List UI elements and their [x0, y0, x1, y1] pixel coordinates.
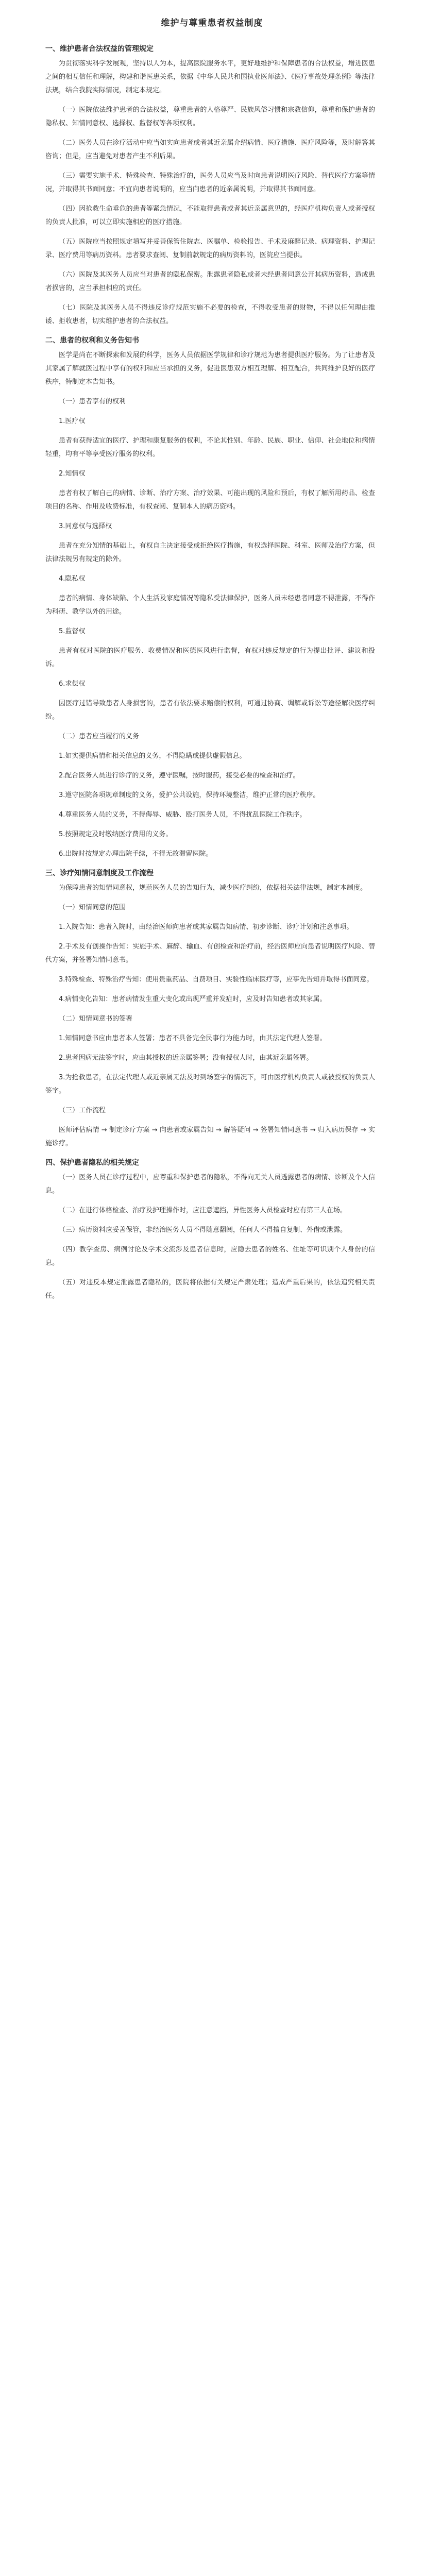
section-paragraph: （一）医务人员在诊疗过程中，应尊重和保护患者的隐私，不得向无关人员透露患者的病情、诊断及个人信息。: [45, 1174, 375, 1195]
section-item: 2.手术及有创操作告知：实施手术、麻醉、输血、有创检查和治疗前，经治医师应向患者说明医疗风险、替代方案，并签署知情同意书。: [45, 943, 375, 964]
section-paragraph: （二）医务人员在诊疗活动中应当如实向患者或者其近亲属介绍病情、医疗措施、医疗风险等，及时解答其咨询；但是，应当避免对患者产生不利后果。: [45, 139, 375, 160]
section-paragraph: 为贯彻落实科学发展观，坚持以人为本，提高医院服务水平，更好地维护和保障患者的合法权益，增进医患之间的相互信任和理解，构建和谐医患关系，依据《中华人民共和国执业医师法》、《医疗事故处理条例》等法律法规，结合我院实际情况，制定本规定。: [45, 60, 375, 94]
section-paragraph: （三）病历资料应妥善保管，非经治医务人员不得随意翻阅，任何人不得擅自复制、外借或泄露。: [59, 1226, 347, 1234]
section-paragraph: （四）教学查房、病例讨论及学术交流涉及患者信息时，应隐去患者的姓名、住址等可识别个人身份的信息。: [45, 1246, 375, 1267]
section-item: 4.尊重医务人员的义务，不得侮辱、威胁、殴打医务人员，不得扰乱医院工作秩序。: [59, 811, 307, 819]
section-item: （二）患者应当履行的义务: [59, 733, 140, 740]
section-paragraph: （五）医院应当按照规定填写并妥善保管住院志、医嘱单、检验报告、手术及麻醉记录、病理资料、护理记录、医疗费用等病历资料。患者要求查阅、复制前款规定的病历资料的，医院应当提供。: [45, 238, 375, 259]
document-body: [0, 43, 424, 1303]
section-item: （一）知情同意的范围: [59, 904, 126, 911]
section-item: 6.出院时按规定办理出院手续，不得无故滞留医院。: [59, 850, 213, 858]
section-item: 3.特殊检查、特殊治疗告知：使用贵重药品、自费项目、实验性临床医疗等，应事先告知并取得书面同意。: [59, 976, 374, 984]
section-item: （一）患者享有的权利: [59, 398, 126, 405]
section-item: 4.隐私权: [59, 575, 86, 583]
section-item: 4.病情变化告知：患者病情发生重大变化或出现严重并发症时，应及时告知患者或其家属。: [59, 995, 327, 1003]
section-paragraph: （三）需要实施手术、特殊检查、特殊治疗的，医务人员应当及时向患者说明医疗风险、替代医疗方案等情况，并取得其书面同意；不宜向患者说明的，应当向患者的近亲属说明，并取得其书面同意。: [45, 172, 375, 193]
section-item: 患者在充分知情的基础上，有权自主决定接受或拒绝医疗措施，有权选择医院、科室、医师及治疗方案，但法律法规另有规定的除外。: [45, 542, 375, 563]
section-heading: 二、患者的权利和义务告知书: [45, 336, 139, 345]
section-item: 患者的病情、身体缺陷、个人生活及家庭情况等隐私受法律保护，医务人员未经患者同意不得泄露，不得作为科研、教学以外的用途。: [45, 595, 375, 616]
section-paragraph: （五）对违反本规定泄露患者隐私的，医院将依据有关规定严肃处理；造成严重后果的，依法追究相关责任。: [45, 1279, 375, 1300]
section-item: 6.求偿权: [59, 680, 86, 688]
section-item: 2.知情权: [59, 470, 86, 478]
section-item: 5.监督权: [59, 628, 86, 635]
section-item: 患者有权对医院的医疗服务、收费情况和医德医风进行监督，有权对违反规定的行为提出批评、建议和投诉。: [45, 647, 375, 668]
section-item: 2.患者因病无法签字时，应由其授权的近亲属签署；没有授权人时，由其近亲属签署。: [59, 1054, 313, 1062]
section-item: 患者有权了解自己的病情、诊断、治疗方案、治疗效果、可能出现的风险和预后，有权了解所用药品、检查项目的名称、作用及收费标准，有权查阅、复制本人的病历资料。: [45, 489, 375, 511]
section-item: 因医疗过错导致患者人身损害的，患者有依法要求赔偿的权利，可通过协商、调解或诉讼等途径解决医疗纠纷。: [45, 700, 375, 721]
section-item: 医师评估病情 → 制定诊疗方案 → 向患者或家属告知 → 解答疑问 → 签署知情同意书 → 归入病历保存 → 实施诊疗。: [45, 1126, 375, 1147]
section-item: 2.配合医务人员进行诊疗的义务，遵守医嘱，按时服药，接受必要的检查和治疗。: [59, 772, 300, 779]
section-paragraph: 医学是尚在不断探索和发展的科学，医务人员依据医学规律和诊疗规范为患者提供医疗服务。为了让患者及其家属了解就医过程中享有的权利和应当承担的义务，促进医患双方相互理解、相互配合，共同维护良好的医疗秩序，特制定本告知书。: [45, 351, 375, 386]
section-heading: 四、保护患者隐私的相关规定: [45, 1159, 139, 1167]
section-item: 1.如实提供病情和相关信息的义务，不得隐瞒或提供虚假信息。: [59, 752, 246, 760]
section-item: 1.入院告知：患者入院时，由经治医师向患者或其家属告知病情、初步诊断、诊疗计划和注意事项。: [59, 923, 353, 931]
section-paragraph: （二）在进行体格检查、治疗及护理操作时，应注意遮挡，异性医务人员检查时应有第三人在场。: [59, 1207, 347, 1214]
section-item: 1.医疗权: [59, 417, 86, 425]
section-heading: 一、维护患者合法权益的管理规定: [45, 45, 154, 53]
document-title: 维护与尊重患者权益制度: [161, 18, 263, 28]
section-item: 5.按照规定及时缴纳医疗费用的义务。: [59, 831, 173, 838]
section-item: （三）工作流程: [59, 1107, 106, 1114]
section-paragraph: （一）医院依法维护患者的合法权益，尊重患者的人格尊严、民族风俗习惯和宗教信仰，尊重和保护患者的隐私权、知情同意权、选择权、监督权等各项权利。: [45, 106, 375, 127]
section-paragraph: （四）因抢救生命垂危的患者等紧急情况，不能取得患者或者其近亲属意见的，经医疗机构负责人或者授权的负责人批准，可以立即实施相应的医疗措施。: [45, 205, 375, 226]
section-paragraph: 为保障患者的知情同意权，规范医务人员的告知行为，减少医疗纠纷，依据相关法律法规，制定本制度。: [59, 884, 367, 892]
section-item: 1.知情同意书应由患者本人签署；患者不具备完全民事行为能力时，由其法定代理人签署。: [59, 1035, 327, 1042]
section-item: 3.同意权与选择权: [59, 522, 112, 530]
section-item: 3.为抢救患者，在法定代理人或近亲属无法及时到场签字的情况下，可由医疗机构负责人或被授权的负责人签字。: [45, 1074, 375, 1095]
section-item: （二）知情同意书的签署: [59, 1015, 133, 1023]
section-item: 3.遵守医院各项规章制度的义务，爱护公共设施，保持环境整洁，维护正常的医疗秩序。: [59, 791, 320, 799]
section-paragraph: （七）医院及其医务人员不得违反诊疗规范实施不必要的检查，不得收受患者的财物，不得以任何理由推诿、拒收患者，切实维护患者的合法权益。: [45, 304, 375, 325]
section-item: 患者有获得适宜的医疗、护理和康复服务的权利，不论其性别、年龄、民族、职业、信仰、社会地位和病情轻重，均有平等享受医疗服务的权利。: [45, 437, 375, 458]
section-heading: 三、诊疗知情同意制度及工作流程: [45, 869, 154, 877]
section-paragraph: （六）医院及其医务人员应当对患者的隐私保密。泄露患者隐私或者未经患者同意公开其病历资料，造成患者损害的，应当承担相应的责任。: [45, 271, 375, 292]
